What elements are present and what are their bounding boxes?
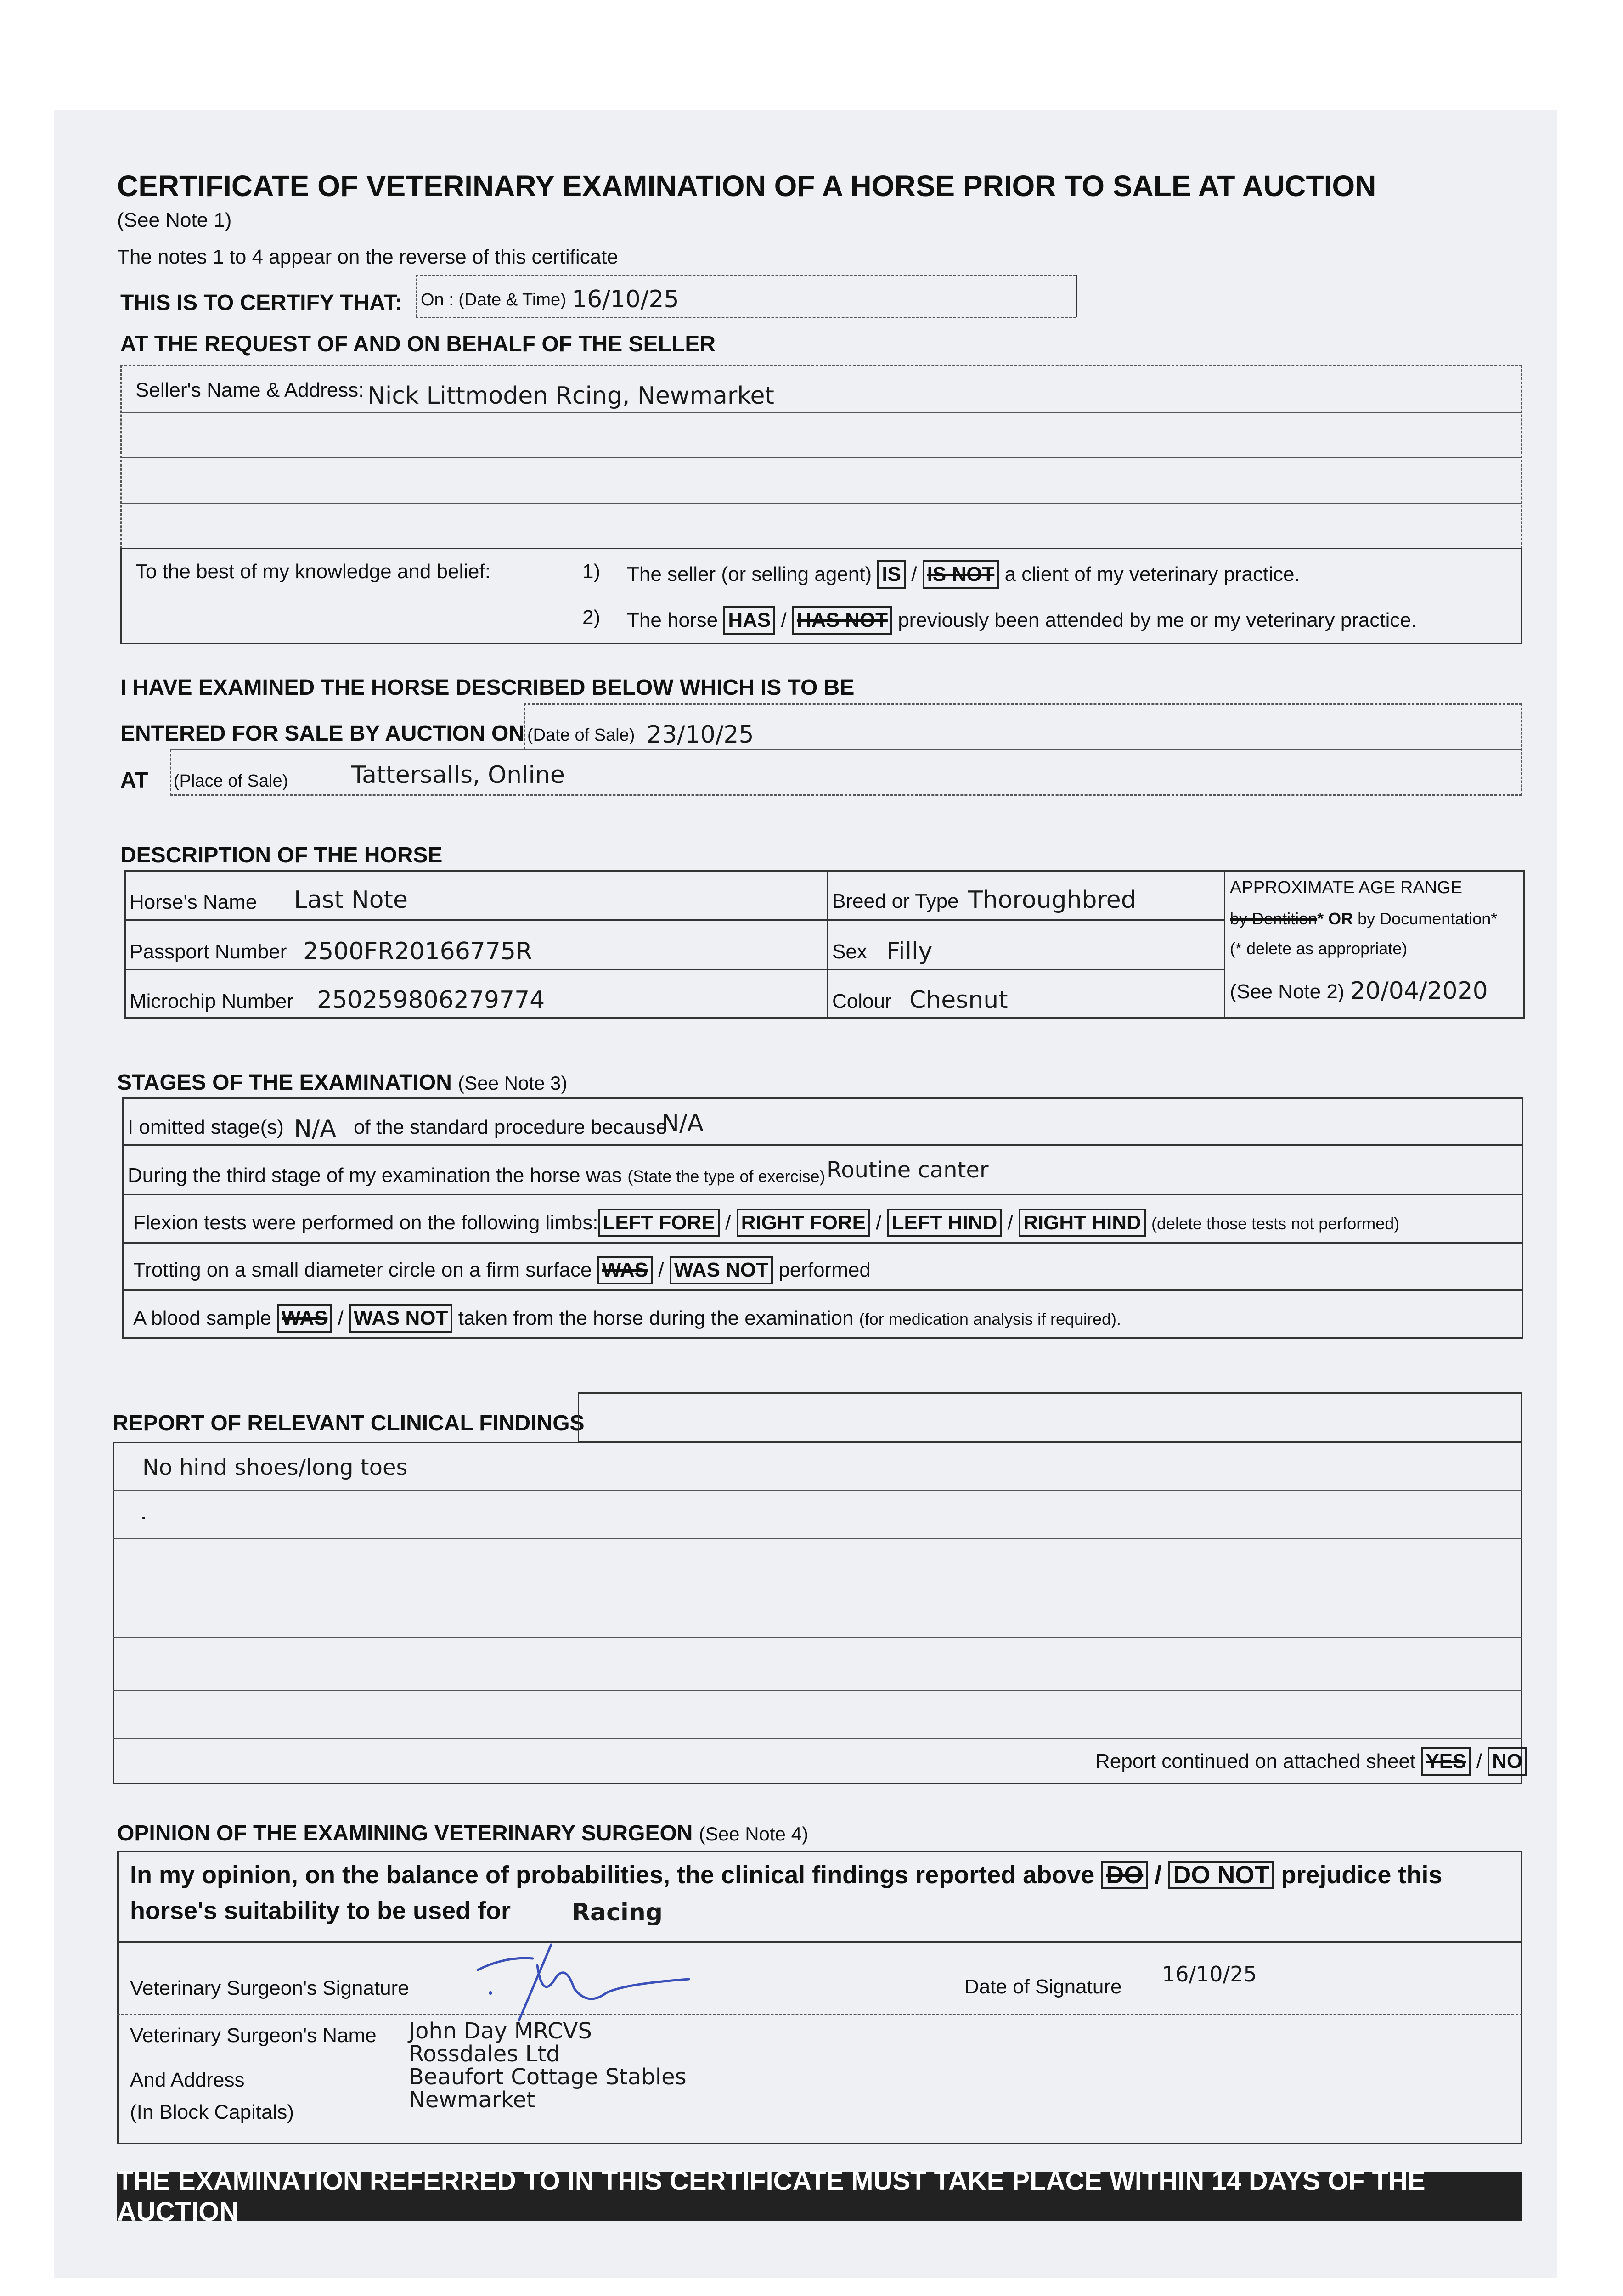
signature-label: Veterinary Surgeon's Signature <box>130 1977 409 1999</box>
vet-name-label: Veterinary Surgeon's Name <box>130 2024 377 2047</box>
trotting-row <box>133 1256 871 1284</box>
seller-name-label: Seller's Name & Address: <box>135 379 364 401</box>
place-of-sale-label: (Place of Sale) <box>174 771 288 791</box>
vet-line-4: Newmarket <box>409 2087 535 2113</box>
continued-option-no[interactable]: NO <box>1488 1747 1527 1776</box>
limb-right-hind[interactable]: RIGHT HIND <box>1019 1209 1146 1237</box>
purpose-value: Racing <box>572 1899 663 1926</box>
seller-name-value: Nick Littmoden Rcing, Newmarket <box>367 382 774 410</box>
limb-left-fore[interactable]: LEFT FORE <box>598 1209 719 1237</box>
age-by-documentation[interactable]: by Documentation* <box>1358 909 1498 928</box>
opinion-statement <box>130 1861 1442 1889</box>
see-note-1: (See Note 1) <box>117 209 232 231</box>
notes-line: The notes 1 to 4 appear on the reverse of this certificate <box>117 246 618 268</box>
certify-label: THIS IS TO CERTIFY THAT: <box>120 291 402 315</box>
opinion-text-b: prejudice this <box>1281 1861 1443 1889</box>
at-label: AT <box>120 768 148 793</box>
findings-line-2: . <box>140 1499 147 1525</box>
stages-heading-text: STAGES OF THE EXAMINATION <box>117 1070 452 1095</box>
trotting-option-was-not[interactable]: WAS NOT <box>670 1256 773 1284</box>
suitability-line: horse's suitability to be used for <box>130 1897 511 1925</box>
vet-block-capitals-label: (In Block Capitals) <box>130 2101 294 2123</box>
vet-line-1: John Day MRCVS <box>409 2018 592 2044</box>
item1-number: 1) <box>582 560 601 583</box>
because-label: of the standard procedure because <box>354 1116 667 1138</box>
omitted-label: I omitted stage(s) <box>128 1116 284 1138</box>
opinion-heading-note: (See Note 4) <box>699 1823 808 1845</box>
request-heading: AT THE REQUEST OF AND ON BEHALF OF THE SELLER <box>120 332 716 356</box>
flexion-label: Flexion tests were performed on the following limbs: <box>133 1211 598 1234</box>
age-delete-hint: (* delete as appropriate) <box>1230 939 1408 958</box>
client-option-is-not[interactable]: IS NOT <box>923 560 999 589</box>
on-date-label: On : (Date & Time) <box>421 290 566 310</box>
opinion-heading <box>117 1821 808 1846</box>
client-text-b: a client of my veterinary practice. <box>1004 563 1300 585</box>
trotting-sep: / <box>658 1259 664 1281</box>
opinion-option-do[interactable]: DO <box>1101 1861 1148 1889</box>
continued-option-yes[interactable]: YES <box>1421 1747 1471 1776</box>
client-statement <box>627 560 1300 589</box>
client-option-is[interactable]: IS <box>877 560 906 589</box>
flexion-hint: (delete those tests not performed) <box>1151 1214 1400 1233</box>
date-of-signature-label: Date of Signature <box>964 1975 1122 1998</box>
footer-banner: THE EXAMINATION REFERRED TO IN THIS CERTIFICATE MUST TAKE PLACE WITHIN 14 DAYS OF THE AUCTION <box>117 2172 1522 2221</box>
certificate-title: CERTIFICATE OF VETERINARY EXAMINATION OF A HORSE PRIOR TO SALE AT AUCTION <box>117 169 1376 203</box>
third-stage-value: Routine canter <box>827 1157 989 1183</box>
stages-heading-note: (See Note 3) <box>458 1072 568 1094</box>
trotting-option-was[interactable]: WAS <box>597 1256 653 1284</box>
blood-option-was-not[interactable]: WAS NOT <box>349 1304 452 1333</box>
vet-address-label: And Address <box>130 2069 245 2091</box>
client-separator: / <box>911 563 917 585</box>
age-note: (See Note 2) <box>1230 980 1345 1003</box>
opinion-text-a: In my opinion, on the balance of probabilities, the clinical findings reported above <box>130 1861 1095 1889</box>
passport-value: 2500FR20166775R <box>303 938 533 965</box>
client-text-a: The seller (or selling agent) <box>627 563 872 585</box>
attended-option-has-not[interactable]: HAS NOT <box>792 606 892 635</box>
trotting-tail: performed <box>778 1259 871 1281</box>
findings-heading: REPORT OF RELEVANT CLINICAL FINDINGS <box>113 1411 585 1435</box>
blood-label: A blood sample <box>133 1307 271 1329</box>
attended-text-a: The horse <box>627 609 718 631</box>
breed-label: Breed or Type <box>832 890 959 912</box>
trotting-label: Trotting on a small diameter circle on a firm surface <box>133 1259 592 1281</box>
attended-option-has[interactable]: HAS <box>723 606 775 635</box>
microchip-label: Microchip Number <box>130 990 293 1013</box>
blood-sep: / <box>338 1307 344 1329</box>
stages-heading <box>117 1070 567 1095</box>
flexion-row <box>133 1209 1399 1237</box>
third-stage-text: During the third stage of my examination the horse was <box>128 1164 622 1187</box>
blood-row <box>133 1304 1121 1333</box>
third-stage-hint: (State the type of exercise) <box>627 1167 825 1186</box>
item2-number: 2) <box>582 606 601 629</box>
horse-name-label: Horse's Name <box>130 891 257 913</box>
findings-line-1: No hind shoes/long toes <box>142 1455 408 1480</box>
blood-tail: taken from the horse during the examination <box>458 1307 854 1329</box>
flexion-sep-3: / <box>1007 1211 1013 1234</box>
because-value: N/A <box>661 1109 704 1137</box>
opinion-sep: / <box>1155 1861 1162 1889</box>
third-stage-label <box>128 1164 825 1187</box>
vet-name-address <box>409 2020 687 2111</box>
place-of-sale-value: Tattersalls, Online <box>351 761 565 789</box>
date-of-sale-label: (Date of Sale) <box>527 726 635 745</box>
knowledge-label: To the best of my knowledge and belief: <box>135 560 490 583</box>
blood-hint: (for medication analysis if required). <box>859 1310 1121 1328</box>
attended-text-b: previously been attended by me or my veterinary practice. <box>898 609 1417 631</box>
blood-option-was[interactable]: WAS <box>277 1304 332 1333</box>
vet-line-3: Beaufort Cottage Stables <box>409 2064 687 2090</box>
limb-right-fore[interactable]: RIGHT FORE <box>737 1209 870 1237</box>
date-of-signature-value: 16/10/25 <box>1162 1962 1257 1986</box>
horse-description-heading: DESCRIPTION OF THE HORSE <box>120 843 443 867</box>
colour-value: Chesnut <box>909 986 1008 1014</box>
continued-label: Report continued on attached sheet <box>1095 1750 1416 1773</box>
age-or: * OR <box>1317 909 1353 928</box>
age-method <box>1230 909 1497 929</box>
flexion-sep-2: / <box>876 1211 882 1234</box>
omitted-value: N/A <box>294 1115 336 1142</box>
vet-line-2: Rossdales Ltd <box>409 2041 560 2067</box>
passport-label: Passport Number <box>130 940 287 963</box>
age-by-dentition[interactable]: by Dentition <box>1230 909 1318 928</box>
microchip-value: 250259806279774 <box>317 986 545 1014</box>
horse-name-value: Last Note <box>294 886 408 914</box>
flexion-sep-1: / <box>725 1211 731 1234</box>
continued-row <box>1095 1747 1527 1776</box>
sex-label: Sex <box>832 940 867 963</box>
findings-heading-box <box>578 1392 1522 1443</box>
opinion-option-do-not[interactable]: DO NOT <box>1168 1861 1274 1889</box>
findings-box <box>113 1442 1522 1784</box>
age-value: 20/04/2020 <box>1350 977 1488 1005</box>
attended-statement <box>627 606 1417 635</box>
on-date-value: 16/10/25 <box>572 286 679 313</box>
sex-value: Filly <box>886 938 933 965</box>
date-of-sale-value: 23/10/25 <box>647 721 754 748</box>
attended-separator: / <box>781 609 787 631</box>
continued-sep: / <box>1476 1750 1482 1773</box>
colour-label: Colour <box>832 990 892 1013</box>
examined-heading: I HAVE EXAMINED THE HORSE DESCRIBED BELOW WHICH IS TO BE <box>120 675 855 700</box>
opinion-heading-text: OPINION OF THE EXAMINING VETERINARY SURGEON <box>117 1821 693 1846</box>
entered-heading: ENTERED FOR SALE BY AUCTION ON <box>120 721 525 746</box>
age-range-heading: APPROXIMATE AGE RANGE <box>1230 878 1463 897</box>
breed-value: Thoroughbred <box>968 886 1136 914</box>
vet-signature <box>468 1938 698 2025</box>
limb-left-hind[interactable]: LEFT HIND <box>887 1209 1002 1237</box>
